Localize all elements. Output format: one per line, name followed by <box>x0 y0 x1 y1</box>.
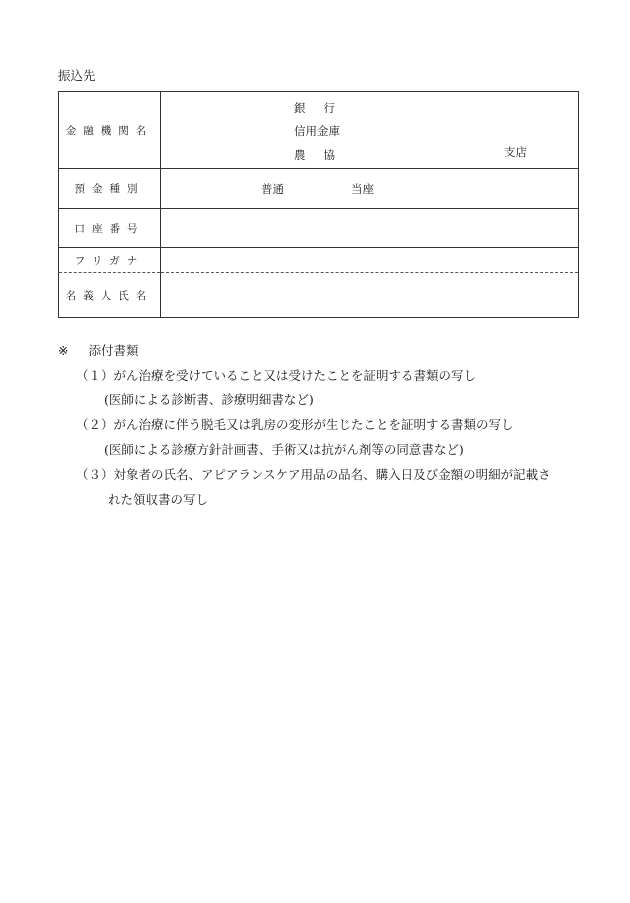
attachment-item-2-text: がん治療に伴う脱毛又は乳房の変形が生じたことを証明する書類の写し <box>113 417 514 432</box>
row-label-account-holder: 名義人氏名 <box>59 273 161 318</box>
row-label-account-type: 預金種別 <box>59 169 161 209</box>
institution-field[interactable] <box>161 92 579 169</box>
institution-credit-union: 信用金庫 <box>294 124 340 138</box>
table-row-account-number <box>59 209 579 248</box>
furigana-field[interactable] <box>161 248 579 273</box>
attachment-item-2 <box>76 415 514 433</box>
section-title: 振込先 <box>58 68 96 83</box>
attachment-item-3-number: （３） <box>76 467 114 482</box>
row-label-furigana: フリガナ <box>59 248 161 273</box>
attachment-item-2-number: （２） <box>76 417 114 432</box>
attachment-item-1-note: (医師による診断書、診療明細書など) <box>104 392 314 407</box>
attachment-item-3-text: 対象者の氏名、アピアランスケア用品の品名、購入日及び金額の明細が記載さ <box>113 467 551 482</box>
account-type-current[interactable]: 当座 <box>351 182 374 196</box>
attachment-item-2-note: (医師による診療方針計画書、手術又は抗がん剤等の同意書など) <box>104 442 464 457</box>
table-row-institution <box>59 92 579 169</box>
account-holder-field[interactable] <box>161 273 579 318</box>
row-label-account-number: 口座番号 <box>59 209 161 248</box>
reference-mark: ※ <box>58 343 69 358</box>
institution-bank: 銀行 <box>294 101 353 115</box>
attachment-item-3-note: れた領収書の写し <box>108 492 209 507</box>
account-type-field[interactable] <box>161 169 579 209</box>
account-number-field[interactable] <box>161 209 579 248</box>
branch-label: 支店 <box>504 145 527 159</box>
attachment-item-1-number: （１） <box>76 368 114 383</box>
institution-agricultural-coop: 農協 <box>294 148 353 162</box>
table-row-account-holder <box>59 273 579 318</box>
attachment-item-1 <box>76 366 476 384</box>
table-row-furigana <box>59 248 579 273</box>
row-label-institution: 金融機関名 <box>59 92 161 169</box>
attachments-heading <box>58 341 139 359</box>
attachment-item-1-text: がん治療を受けていること又は受けたことを証明する書類の写し <box>113 368 477 383</box>
attachment-item-3 <box>76 465 551 483</box>
attachments-title: 添付書類 <box>88 343 139 358</box>
table-row-account-type <box>59 169 579 209</box>
account-type-ordinary[interactable]: 普通 <box>261 182 284 196</box>
transfer-account-table <box>58 91 579 318</box>
